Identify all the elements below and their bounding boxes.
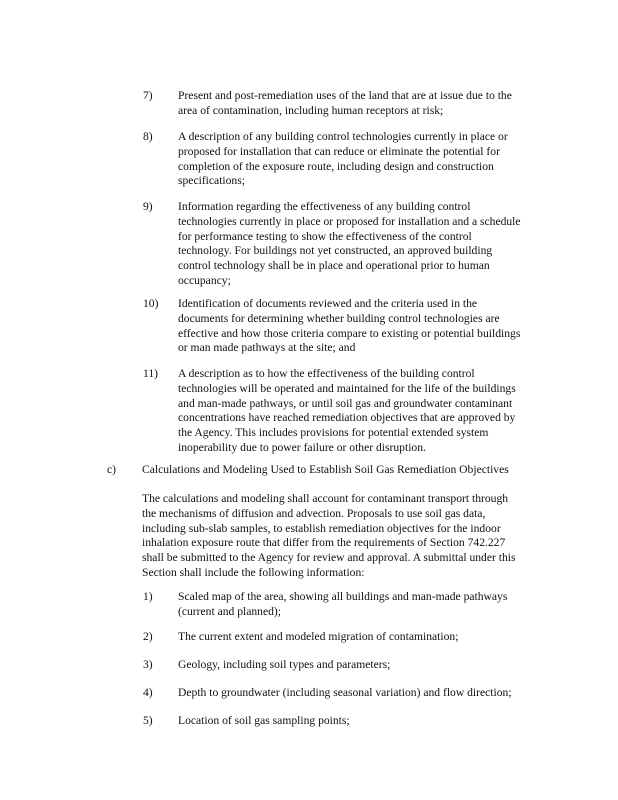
item-text: Identification of documents reviewed and the criteria used in the documents for determining whether building control technologies are effective and how those criteria compare to existing or potential buildings or man made pathways at the site; and xyxy=(178,297,521,355)
item-text: Present and post-remediation uses of the land that are at issue due to the area of contamination, including human receptors at risk; xyxy=(178,89,512,117)
item-number: 11) xyxy=(143,367,159,380)
item-number: 4) xyxy=(143,686,153,699)
item-number: 7) xyxy=(143,89,153,102)
item-text: A description of any building control technologies currently in place or proposed for installation that can reduce or eliminate the potential for completion of the exposure route, including design and construction specifications; xyxy=(178,130,508,188)
item-number: 1) xyxy=(143,590,153,603)
item-text: Scaled map of the area, showing all buildings and man-made pathways (current and planned); xyxy=(178,590,508,618)
section-paragraph: The calculations and modeling shall account for contaminant transport through the mechanisms of diffusion and advection. Proposals to use soil gas data, including sub-slab samples, to establish remediation objectives for the indoor inhalation exposure route that differ from the requirements of Section 742.227 shall be submitted to the Agency for review and approval. A submittal under this Section shall include the following information: xyxy=(142,492,516,579)
item-text: The current extent and modeled migration of contamination; xyxy=(178,630,459,643)
item-text: Information regarding the effectiveness of any building control technologies currently in place or proposed for installation and a schedule for performance testing to show the effectiveness of the control technology. For buildings not yet constructed, an approved building control technology shall be in place and operational prior to human occupancy; xyxy=(178,200,521,287)
item-text: Depth to groundwater (including seasonal variation) and flow direction; xyxy=(178,686,512,699)
item-number: 8) xyxy=(143,130,153,143)
item-number: 5) xyxy=(143,714,153,727)
item-text: Geology, including soil types and parameters; xyxy=(178,658,391,671)
item-number: 2) xyxy=(143,630,153,643)
section-heading: Calculations and Modeling Used to Establish Soil Gas Remediation Objectives xyxy=(142,463,509,476)
section-label: c) xyxy=(107,463,117,476)
item-text: Location of soil gas sampling points; xyxy=(178,714,350,727)
item-number: 3) xyxy=(143,658,153,671)
item-number: 9) xyxy=(143,200,153,213)
item-number: 10) xyxy=(143,297,159,310)
item-text: A description as to how the effectiveness of the building control technologies will be operated and maintained for the life of the buildings and man-made pathways, or until soil gas and groundwater contaminant concentrations have reached remediation objectives that are approved by the Agency. This includes provisions for potential extended system inoperability due to power failure or other disruption. xyxy=(178,367,516,454)
